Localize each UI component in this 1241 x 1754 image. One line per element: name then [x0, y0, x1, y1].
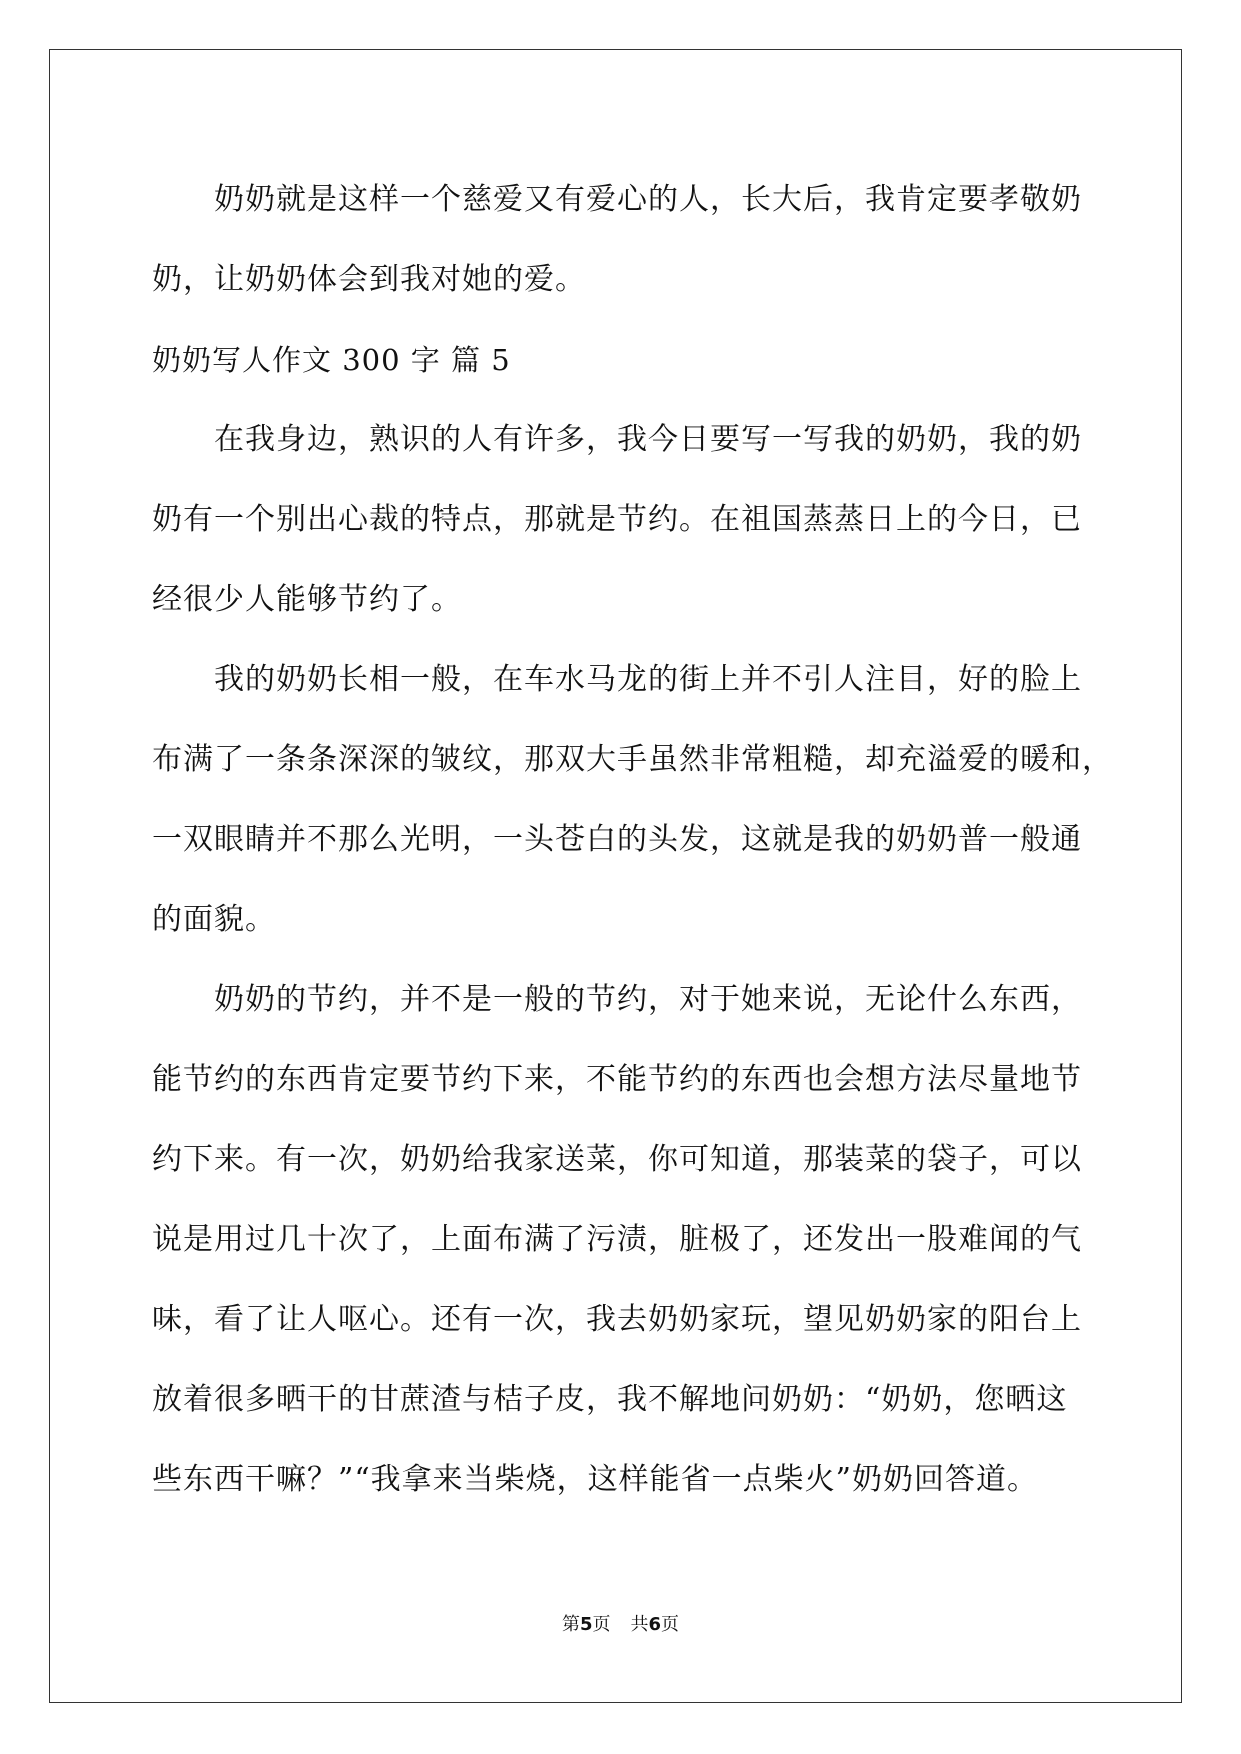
text-line: 经很少人能够节约了。	[152, 582, 462, 617]
text-line: 味，看了让人呕心。还有一次，我去奶奶家玩，望见奶奶家的阳台上	[152, 1302, 1082, 1337]
text-line: 奶奶的节约，并不是一般的节约，对于她来说，无论什么东西，	[214, 982, 1082, 1017]
text-line: 奶，让奶奶体会到我对她的爱。	[152, 262, 586, 297]
document-body	[152, 160, 1113, 1520]
text-line: 放着很多晒干的甘蔗渣与桔子皮，我不解地问奶奶：“奶奶，您晒这	[152, 1382, 1068, 1417]
text-line: 能节约的东西肯定要节约下来，不能节约的东西也会想方法尽量地节	[152, 1062, 1082, 1097]
total-prefix: 共	[630, 1614, 649, 1635]
paragraph-intro	[152, 400, 1092, 640]
page-prefix: 第	[561, 1614, 580, 1635]
text-line: 在我身边，熟识的人有许多，我今日要写一写我的奶奶，我的奶	[214, 422, 1082, 457]
essay-heading: 奶奶写人作文 300 字 篇 5	[152, 343, 511, 377]
text-line: 布满了一条条深深的皱纹，那双大手虽然非常粗糙，却充溢爱的暖和，	[152, 742, 1113, 777]
text-line: 的面貌。	[152, 902, 276, 937]
paragraph-appearance	[152, 640, 1113, 960]
paragraph-closing	[152, 160, 1092, 320]
text-line: 我的奶奶长相一般，在车水马龙的街上并不引人注目，好的脸上	[214, 662, 1082, 697]
text-line: 约下来。有一次，奶奶给我家送菜，你可知道，那装菜的袋子，可以	[152, 1142, 1082, 1177]
total-pages: 6	[648, 1614, 662, 1635]
text-line: 些东西干嘛？”“我拿来当柴烧，这样能省一点柴火”奶奶回答道。	[152, 1462, 1039, 1497]
text-line: 说是用过几十次了，上面布满了污渍，脏极了，还发出一股难闻的气	[152, 1222, 1082, 1257]
text-line: 一双眼睛并不那么光明，一头苍白的头发，这就是我的奶奶普一般通	[152, 822, 1082, 857]
total-suffix: 页	[661, 1614, 680, 1635]
page-number: 5	[579, 1614, 593, 1635]
page-suffix: 页	[592, 1614, 611, 1635]
text-line: 奶奶就是这样一个慈爱又有爱心的人，长大后，我肯定要孝敬奶	[214, 182, 1082, 217]
paragraph-frugality	[152, 960, 1092, 1520]
text-line: 奶有一个别出心裁的特点，那就是节约。在祖国蒸蒸日上的今日，已	[152, 502, 1082, 537]
page-footer	[0, 1610, 1241, 1636]
